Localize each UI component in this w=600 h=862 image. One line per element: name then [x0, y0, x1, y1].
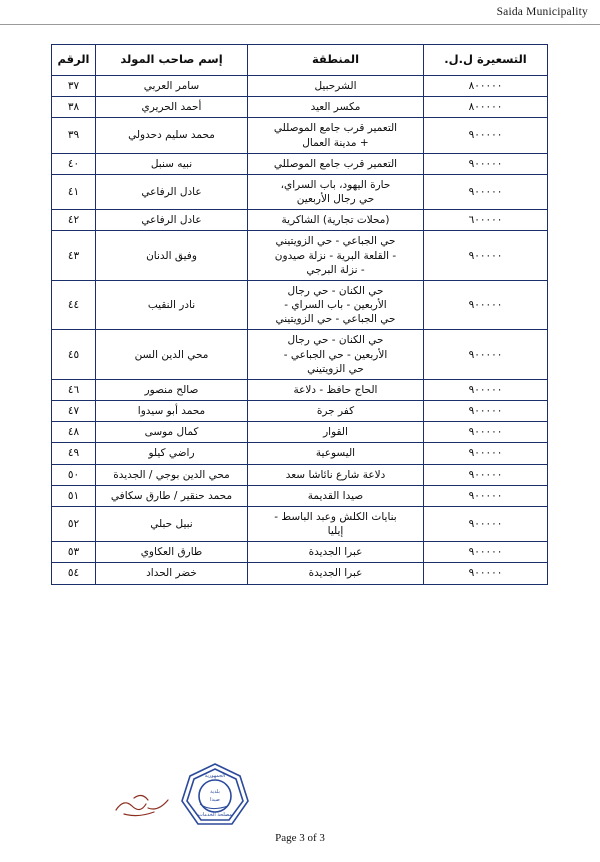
cell-price: ٩٠٠٠٠٠	[424, 464, 548, 485]
zone-lines	[250, 468, 421, 482]
zone-lines	[250, 566, 421, 580]
zone-lines	[250, 79, 421, 93]
table-row	[52, 443, 548, 464]
svg-text:صيدا: صيدا	[210, 797, 220, 803]
cell-owner: عادل الرفاعي	[96, 210, 248, 231]
cell-owner: نادر النقيب	[96, 280, 248, 330]
zone-line: الأربعين - حي الجباعي -	[283, 348, 388, 361]
cell-owner: سامر العربي	[96, 76, 248, 97]
cell-price: ٩٠٠٠٠٠	[424, 563, 548, 584]
column-header-number: الرقم	[52, 45, 96, 76]
table-row	[52, 485, 548, 506]
zone-line: بنايات الكلش وعبد الباسط -	[274, 510, 397, 523]
zone-lines	[250, 213, 421, 227]
table-row	[52, 210, 548, 231]
svg-text:بلدية: بلدية	[210, 789, 220, 795]
svg-text:مصلحة الخدمات: مصلحة الخدمات	[198, 812, 232, 818]
table-row	[52, 231, 548, 281]
zone-line: حي الزويتيني	[307, 362, 364, 375]
official-stamp	[170, 760, 260, 834]
table-row	[52, 97, 548, 118]
cell-price: ٦٠٠٠٠٠	[424, 210, 548, 231]
zone-line: عبرا الجديدة	[308, 546, 363, 559]
column-header-price: التسعيرة ل.ل.	[424, 45, 548, 76]
table-row	[52, 76, 548, 97]
zone-line: الحاج حافظ - دلاعة	[293, 383, 378, 396]
cell-zone	[248, 174, 424, 209]
cell-number: ٤٤	[52, 280, 96, 330]
table-row	[52, 379, 548, 400]
cell-price: ٩٠٠٠٠٠	[424, 174, 548, 209]
table-row	[52, 422, 548, 443]
cell-price: ٩٠٠٠٠٠	[424, 542, 548, 563]
cell-price: ٩٠٠٠٠٠	[424, 401, 548, 422]
zone-lines	[250, 284, 421, 327]
zone-line: الأربعين - باب السراي -	[284, 299, 387, 312]
cell-number: ٥٤	[52, 563, 96, 584]
zone-line: حي الكنان - حي رجال	[287, 284, 384, 297]
table-header-row	[52, 45, 548, 76]
cell-zone	[248, 464, 424, 485]
cell-price: ٩٠٠٠٠٠	[424, 280, 548, 330]
zone-line: عبرا الجديدة	[308, 567, 363, 580]
cell-number: ٥٢	[52, 506, 96, 541]
zone-lines	[250, 234, 421, 277]
table-row	[52, 174, 548, 209]
cell-zone	[248, 443, 424, 464]
table-row	[52, 542, 548, 563]
zone-line: حي الكنان - حي رجال	[287, 334, 384, 347]
zone-lines	[250, 446, 421, 460]
table-row	[52, 563, 548, 584]
cell-zone	[248, 330, 424, 380]
zone-lines	[250, 425, 421, 439]
zone-line: القوار	[323, 426, 348, 439]
zone-lines	[250, 178, 421, 206]
cell-zone	[248, 506, 424, 541]
zone-line: الشرحبيل	[314, 80, 357, 92]
zone-lines	[250, 333, 421, 376]
cell-owner: محمد سليم دحدولي	[96, 118, 248, 153]
cell-zone	[248, 422, 424, 443]
table-row	[52, 280, 548, 330]
cell-price: ٨٠٠٠٠٠	[424, 76, 548, 97]
zone-line: دلاعة شارع نائاشا سعد	[285, 468, 386, 481]
cell-owner: نبيه سنبل	[96, 153, 248, 174]
table-header	[52, 45, 548, 76]
cell-owner: محمد حنقير / طارق سكافي	[96, 485, 248, 506]
zone-line: حي الجباعي - حي الزويتيني	[275, 313, 396, 326]
cell-number: ٤٦	[52, 379, 96, 400]
cell-price: ٩٠٠٠٠٠	[424, 153, 548, 174]
cell-zone	[248, 118, 424, 153]
cell-number: ٤٠	[52, 153, 96, 174]
zone-lines	[250, 100, 421, 114]
pricing-table-container	[52, 44, 548, 585]
zone-line: التعمير قرب جامع الموصللي	[273, 122, 398, 135]
table-row	[52, 401, 548, 422]
cell-price: ٨٠٠٠٠٠	[424, 97, 548, 118]
svg-text:الجمهورية: الجمهورية	[204, 773, 226, 779]
zone-lines	[250, 510, 421, 538]
zone-lines	[250, 489, 421, 503]
cell-number: ٥٣	[52, 542, 96, 563]
zone-line: كفر جرة	[316, 405, 355, 418]
cell-owner: وفيق الدنان	[96, 231, 248, 281]
zone-line: - القلعة البرية - نزلة صيدون	[274, 249, 397, 262]
cell-number: ٥١	[52, 485, 96, 506]
cell-owner: محي الدين السن	[96, 330, 248, 380]
cell-number: ٣٨	[52, 97, 96, 118]
table-row	[52, 118, 548, 153]
cell-owner: خضر الحداد	[96, 563, 248, 584]
zone-line: حارة اليهود، باب السراي،	[280, 178, 391, 191]
zone-line: (محلات تجارية) الشاكرية	[281, 214, 390, 227]
cell-price: ٩٠٠٠٠٠	[424, 231, 548, 281]
page-header-title: Saida Municipality	[496, 6, 588, 18]
zone-line: مكسر العيد	[310, 101, 361, 114]
zone-lines	[250, 383, 421, 397]
zone-line: إيليا	[327, 525, 344, 538]
header-divider	[0, 24, 600, 25]
zone-line: حي رجال الأربعين	[296, 193, 375, 206]
cell-zone	[248, 210, 424, 231]
table-body	[52, 76, 548, 585]
table-row	[52, 506, 548, 541]
cell-price: ٩٠٠٠٠٠	[424, 443, 548, 464]
cell-zone	[248, 542, 424, 563]
cell-number: ٥٠	[52, 464, 96, 485]
cell-owner: راضي كيلو	[96, 443, 248, 464]
cell-zone	[248, 379, 424, 400]
cell-owner: طارق العكاوي	[96, 542, 248, 563]
cell-price: ٩٠٠٠٠٠	[424, 506, 548, 541]
pricing-table	[51, 44, 548, 585]
cell-number: ٤٢	[52, 210, 96, 231]
cell-owner: عادل الرفاعي	[96, 174, 248, 209]
cell-number: ٣٩	[52, 118, 96, 153]
zone-line: + مدينة العمال	[302, 136, 369, 149]
cell-number: ٤٧	[52, 401, 96, 422]
zone-line: اليسوعية	[315, 447, 356, 460]
cell-owner: كمال موسى	[96, 422, 248, 443]
cell-price: ٩٠٠٠٠٠	[424, 422, 548, 443]
cell-zone	[248, 231, 424, 281]
cell-owner: أحمد الحريري	[96, 97, 248, 118]
cell-zone	[248, 76, 424, 97]
column-header-zone: المنطقة	[248, 45, 424, 76]
cell-owner: محي الدين بوجي / الجديدة	[96, 464, 248, 485]
cell-price: ٩٠٠٠٠٠	[424, 118, 548, 153]
cell-number: ٤١	[52, 174, 96, 209]
cell-owner: صالح منصور	[96, 379, 248, 400]
handwritten-signature	[112, 790, 182, 820]
cell-owner: نبيل حبلي	[96, 506, 248, 541]
zone-lines	[250, 545, 421, 559]
cell-price: ٩٠٠٠٠٠	[424, 485, 548, 506]
zone-line: التعمير قرب جامع الموصللي	[273, 157, 398, 170]
cell-number: ٣٧	[52, 76, 96, 97]
table-row	[52, 330, 548, 380]
table-row	[52, 153, 548, 174]
cell-price: ٩٠٠٠٠٠	[424, 379, 548, 400]
cell-zone	[248, 153, 424, 174]
table-row	[52, 464, 548, 485]
zone-lines	[250, 404, 421, 418]
cell-zone	[248, 563, 424, 584]
cell-owner: محمد أبو سيدوا	[96, 401, 248, 422]
page-footer: Page 3 of 3	[275, 832, 325, 844]
cell-zone	[248, 97, 424, 118]
cell-number: ٤٩	[52, 443, 96, 464]
zone-lines	[250, 121, 421, 149]
cell-number: ٤٨	[52, 422, 96, 443]
zone-line: حي الجباعي - حي الزويتيني	[275, 235, 396, 248]
zone-line: صيدا القديمة	[307, 489, 364, 502]
zone-line: - نزلة البرجي	[306, 263, 365, 276]
cell-zone	[248, 401, 424, 422]
zone-lines	[250, 157, 421, 171]
column-header-owner: إسم صاحب المولد	[96, 45, 248, 76]
cell-price: ٩٠٠٠٠٠	[424, 330, 548, 380]
cell-number: ٤٥	[52, 330, 96, 380]
cell-zone	[248, 485, 424, 506]
cell-number: ٤٣	[52, 231, 96, 281]
cell-zone	[248, 280, 424, 330]
